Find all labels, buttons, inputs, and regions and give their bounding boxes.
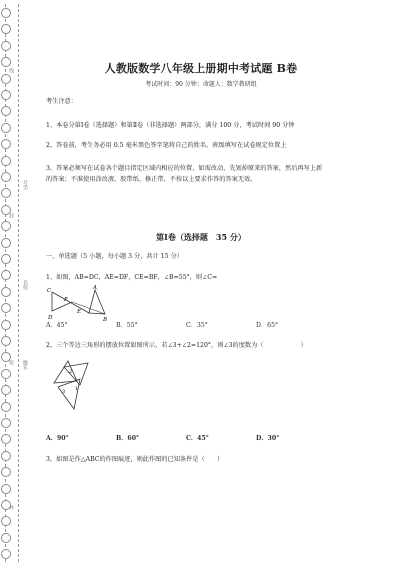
binding-ring: [1, 336, 11, 346]
margin-dashed-line: [18, 4, 19, 562]
fig1-label-d: D: [48, 315, 53, 321]
question-2-stem: 2、三个等边三角形的摆放位置如图所示，若∠3+∠2=120°，则∠3的度数为（ ）: [46, 342, 307, 349]
binding-ring: [1, 123, 11, 133]
q2-option-a[interactable]: A．90°: [46, 435, 69, 442]
margin-label-secret: 密: [8, 360, 14, 365]
question-1-stem: 1、如图，AB=DC，AE=DF，CE=BF，∠B=55°，则∠C=: [46, 274, 218, 281]
binding-ring: [1, 254, 11, 264]
fig1-label-b: B: [103, 317, 108, 323]
binding-ring: [1, 484, 11, 494]
binding-ring: [1, 74, 11, 84]
margin-dashed-line: [5, 4, 6, 562]
fig1-label-a: A: [93, 285, 97, 291]
binding-ring: [1, 106, 11, 116]
margin-label-student-id: 号学: [22, 180, 28, 190]
binding-ring: [1, 402, 11, 412]
q1-option-d[interactable]: D．65°: [256, 322, 279, 329]
fig2-angle-2: 2: [69, 369, 73, 375]
binding-ring: [1, 451, 11, 461]
fig1-label-e: E: [77, 309, 82, 315]
fig1-label-f: F: [64, 297, 68, 303]
q1-option-c[interactable]: C．35°: [186, 322, 208, 329]
part-heading: 一、单选题（5 小题，每小题 3 分，共计 15 分）: [46, 253, 183, 260]
note-item-2: 2、答卷前，考生务必用 0.5 毫米黑色签字笔将自己的姓名、班级填写在试卷规定位置上: [46, 142, 287, 149]
binding-ring: [1, 90, 11, 100]
binding-ring: [1, 57, 11, 67]
binding-ring: [1, 320, 11, 330]
margin-label-grade: 级年: [22, 360, 28, 370]
exam-subtitle: 考试时间：90 分钟；命题人：数学教研组: [145, 81, 257, 88]
note-item-3-cont: 的答案；不准使用涂改液、胶带纸、修正带，不按以上要求作答的答案无效。: [46, 176, 257, 183]
binding-ring: [1, 533, 11, 543]
margin-label-line: 线: [8, 68, 14, 73]
question-3-stem: 3、如图是作△ABC的作图痕迹，则此作图的已知条件是（ ）: [46, 456, 224, 463]
margin-label-outside: 外: [8, 505, 14, 510]
binding-ring: [1, 270, 11, 280]
binding-ring: [1, 516, 11, 526]
margin-label-seal: 封: [8, 213, 14, 218]
binding-ring: [1, 385, 11, 395]
q2-option-b[interactable]: B．60°: [116, 435, 140, 442]
binding-ring: [1, 156, 11, 166]
note-item-3: 3、答案必须写在试卷各个题目指定区域内相应的位置，如需改动，先划掉原来的答案，然后再写上新: [46, 165, 323, 172]
binding-ring: [1, 369, 11, 379]
fig1-label-c: C: [47, 288, 52, 294]
q2-option-c[interactable]: C．45°: [186, 435, 209, 442]
binding-ring: [1, 287, 11, 297]
binding-ring: [1, 238, 11, 248]
binding-ring: [1, 418, 11, 428]
binding-margin: [0, 0, 38, 566]
binding-ring: [1, 303, 11, 313]
q1-option-b[interactable]: B．55°: [116, 322, 138, 329]
binding-ring: [1, 549, 11, 559]
binding-ring: [1, 221, 11, 231]
binding-ring: [1, 434, 11, 444]
section-title: 第Ⅰ卷（选择题 35 分）: [156, 232, 246, 242]
notes-heading: 考生注意：: [46, 98, 77, 105]
binding-ring: [1, 8, 11, 18]
q1-option-a[interactable]: A．45°: [46, 322, 68, 329]
fig2-angle-1: 1: [75, 386, 79, 392]
question-1-figure: [46, 284, 116, 324]
binding-ring: [1, 467, 11, 477]
fig2-angle-3: 3: [62, 389, 66, 395]
binding-ring: [1, 24, 11, 34]
margin-label-name: 名姓: [22, 280, 28, 290]
note-item-1: 1、本卷分第Ⅰ卷（选择题）和第Ⅱ卷（非选择题）两部分，满分 100 分，考试时间 90 分钟: [46, 122, 295, 129]
page-title: 人教版数学八年级上册期中考试题 B卷: [104, 62, 298, 75]
question-2-figure: [50, 357, 106, 413]
binding-ring: [1, 139, 11, 149]
binding-ring: [1, 188, 11, 198]
binding-ring: [1, 41, 11, 51]
binding-ring: [1, 172, 11, 182]
q2-option-d[interactable]: D．30°: [256, 435, 280, 442]
